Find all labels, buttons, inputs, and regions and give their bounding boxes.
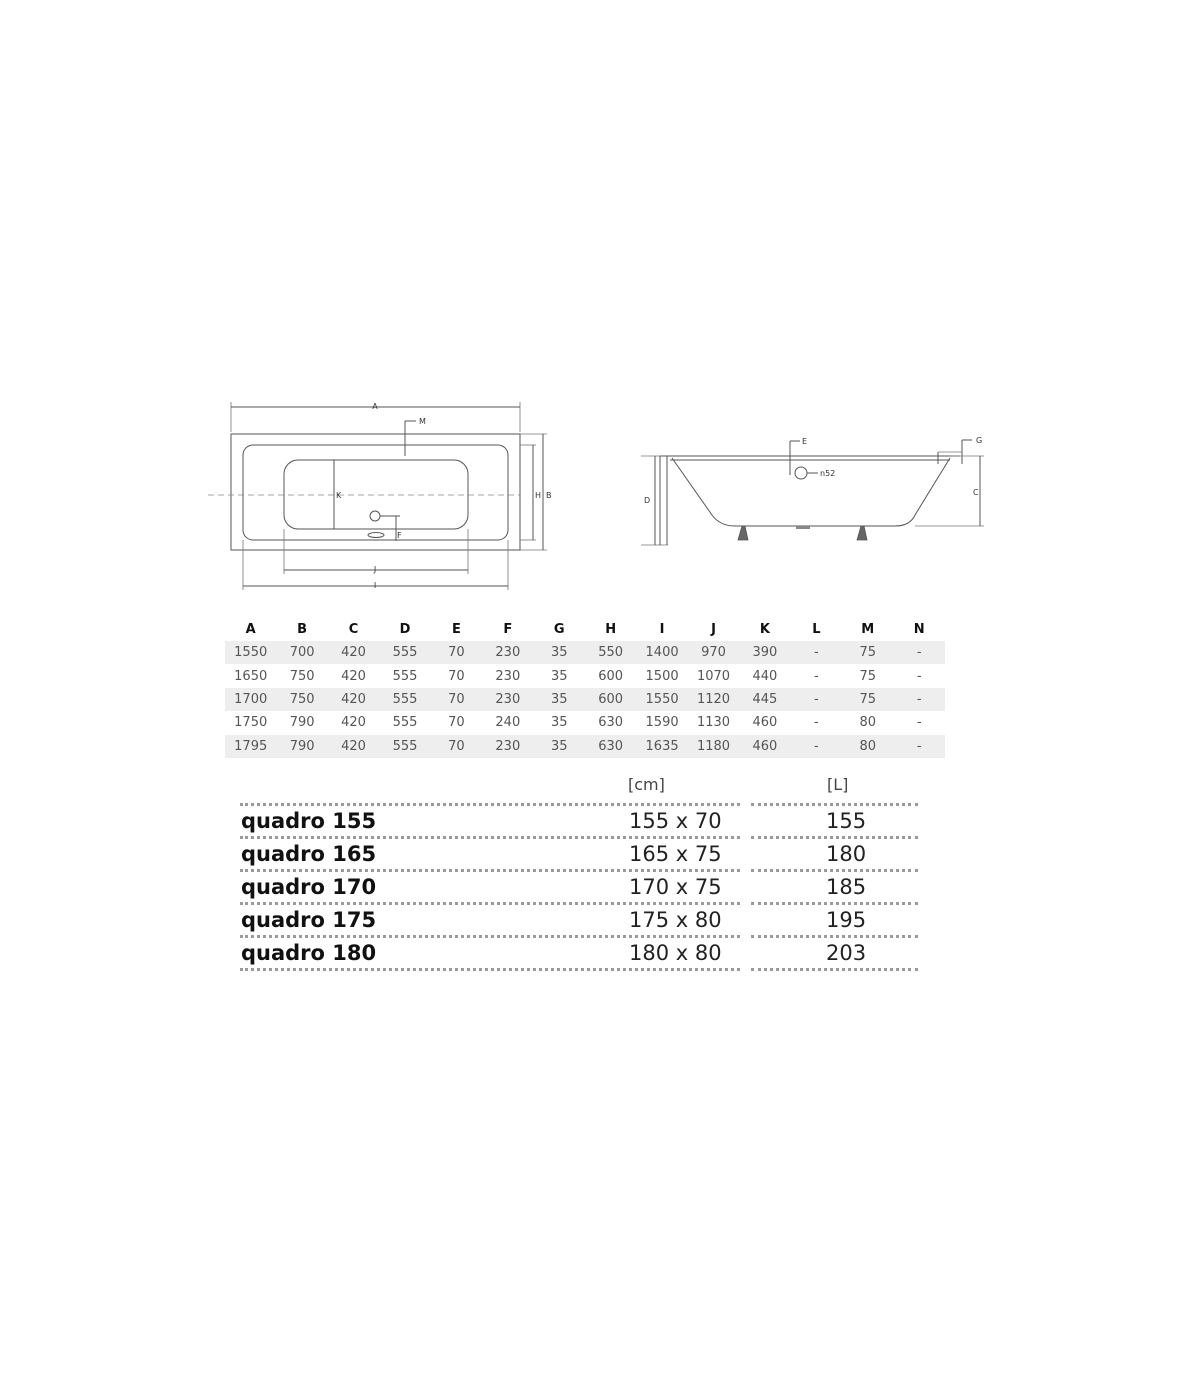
dotted-divider xyxy=(751,968,918,971)
table-cell: 35 xyxy=(534,735,585,758)
table-cell: - xyxy=(791,641,842,664)
model-row xyxy=(238,836,920,869)
table-cell: 750 xyxy=(276,688,327,711)
model-sizes-list xyxy=(238,803,920,968)
table-cell: - xyxy=(814,715,819,731)
dim-label-j: J xyxy=(373,565,377,574)
table-cell: 970 xyxy=(688,641,739,664)
table-cell: 555 xyxy=(379,641,430,664)
dim-label-d: D xyxy=(644,496,651,505)
table-cell: 1650 xyxy=(234,668,268,684)
col-header: L xyxy=(812,621,821,637)
table-cell: 1590 xyxy=(645,715,679,731)
table-cell: 70 xyxy=(431,735,482,758)
dim-label-k: K xyxy=(336,491,342,500)
table-row xyxy=(225,688,945,711)
table-cell: 35 xyxy=(550,668,568,684)
table-cell: 35 xyxy=(534,688,585,711)
table-cell: 600 xyxy=(585,688,636,711)
dim-label-h: H xyxy=(535,491,542,500)
dim-label-g: G xyxy=(976,436,983,445)
table-cell: 70 xyxy=(448,668,465,684)
table-cell: 1130 xyxy=(696,715,731,731)
table-cell: 70 xyxy=(431,641,482,664)
side-view-drawing xyxy=(641,436,984,545)
table-cell: 460 xyxy=(752,715,778,731)
col-header: C xyxy=(348,621,359,637)
table-cell: 1635 xyxy=(636,735,687,758)
table-cell: 390 xyxy=(739,641,790,664)
model-size: 165 x 75 xyxy=(629,842,722,866)
dotted-divider xyxy=(240,968,740,971)
table-cell: - xyxy=(893,641,945,664)
table-cell: 420 xyxy=(328,688,379,711)
top-view-drawing xyxy=(208,402,552,590)
table-cell: - xyxy=(791,735,842,758)
col-header: H xyxy=(605,621,617,637)
table-cell: 1700 xyxy=(225,688,276,711)
table-cell: 1550 xyxy=(636,688,687,711)
table-cell: 630 xyxy=(585,735,636,758)
table-cell: - xyxy=(916,715,922,731)
table-cell: 75 xyxy=(842,688,893,711)
model-row xyxy=(238,803,920,836)
model-volume: 155 xyxy=(826,809,867,833)
table-cell: 80 xyxy=(859,715,877,731)
model-volume: 203 xyxy=(826,941,867,965)
dim-label-m: M xyxy=(419,417,426,426)
model-row xyxy=(238,935,920,968)
table-cell: - xyxy=(893,735,945,758)
table-cell: 700 xyxy=(276,641,327,664)
model-size: 180 x 80 xyxy=(629,941,722,965)
table-cell: 420 xyxy=(341,668,366,684)
table-cell: 555 xyxy=(379,688,430,711)
model-size: 175 x 80 xyxy=(629,908,722,932)
table-header-row xyxy=(225,617,945,641)
table-cell: 75 xyxy=(842,641,893,664)
model-name: quadro 180 xyxy=(241,941,377,965)
table-cell: 555 xyxy=(379,735,430,758)
table-cell: 555 xyxy=(392,715,418,731)
model-name: quadro 175 xyxy=(241,908,377,932)
table-cell: 70 xyxy=(448,715,465,731)
table-cell: - xyxy=(814,668,819,684)
dim-label-a: A xyxy=(372,402,378,411)
table-cell: 1070 xyxy=(696,668,731,684)
table-cell: 420 xyxy=(341,715,366,731)
col-header: K xyxy=(759,621,770,637)
table-cell: 1550 xyxy=(225,641,276,664)
table-cell: 630 xyxy=(598,715,624,731)
table-cell: 240 xyxy=(495,715,521,731)
table-cell: 420 xyxy=(328,641,379,664)
model-name: quadro 155 xyxy=(241,809,377,833)
table-cell: 230 xyxy=(482,688,533,711)
col-header: J xyxy=(711,621,716,637)
col-header: D xyxy=(399,621,411,637)
model-name: quadro 170 xyxy=(241,875,377,899)
table-cell: 70 xyxy=(431,688,482,711)
table-cell: 75 xyxy=(859,668,877,684)
table-cell: 600 xyxy=(598,668,624,684)
table-row xyxy=(225,711,945,734)
model-size: 155 x 70 xyxy=(629,809,722,833)
table-cell: - xyxy=(791,688,842,711)
table-cell: 35 xyxy=(534,641,585,664)
technical-drawings xyxy=(0,0,1200,620)
drain-label-n52: n52 xyxy=(820,469,836,478)
size-unit-label: [cm] xyxy=(628,775,665,794)
table-cell: 1500 xyxy=(645,668,679,684)
table-cell: - xyxy=(893,688,945,711)
dim-label-f: F xyxy=(397,531,402,540)
table-cell: 230 xyxy=(495,668,521,684)
model-size: 170 x 75 xyxy=(629,875,722,899)
table-cell: 1795 xyxy=(225,735,276,758)
table-cell: 790 xyxy=(289,715,315,731)
dim-label-i: I xyxy=(373,581,377,590)
dim-label-e: E xyxy=(802,437,808,446)
col-header: G xyxy=(553,621,565,637)
table-cell: 230 xyxy=(482,641,533,664)
table-cell: 440 xyxy=(752,668,778,684)
table-cell: 790 xyxy=(276,735,327,758)
table-cell: 420 xyxy=(328,735,379,758)
model-volume: 180 xyxy=(826,842,867,866)
model-volume: 185 xyxy=(826,875,867,899)
model-volume: 195 xyxy=(826,908,867,932)
table-cell: 750 xyxy=(289,668,315,684)
table-cell: 1400 xyxy=(636,641,687,664)
dim-label-b: B xyxy=(546,491,552,500)
col-header: F xyxy=(503,621,513,637)
table-cell: 555 xyxy=(392,668,418,684)
col-header: M xyxy=(861,621,875,637)
dimensions-table xyxy=(225,617,945,758)
table-cell: 230 xyxy=(482,735,533,758)
model-row xyxy=(238,869,920,902)
col-header: E xyxy=(451,621,461,637)
col-header: I xyxy=(659,621,665,637)
model-row xyxy=(238,902,920,935)
table-cell: 1120 xyxy=(688,688,739,711)
table-row xyxy=(225,735,945,758)
table-cell: 1750 xyxy=(234,715,268,731)
col-header: B xyxy=(297,621,308,637)
col-header: N xyxy=(913,621,925,637)
table-cell: 35 xyxy=(550,715,568,731)
table-cell: 1180 xyxy=(688,735,739,758)
table-cell: - xyxy=(916,668,922,684)
table-cell: 460 xyxy=(739,735,790,758)
table-cell: 80 xyxy=(842,735,893,758)
table-cell: 445 xyxy=(739,688,790,711)
table-row xyxy=(225,664,945,687)
col-header: A xyxy=(245,621,256,637)
table-row xyxy=(225,641,945,664)
model-name: quadro 165 xyxy=(241,842,377,866)
volume-unit-label: [L] xyxy=(827,775,849,794)
dim-label-c: C xyxy=(973,488,979,497)
table-cell: 550 xyxy=(585,641,636,664)
